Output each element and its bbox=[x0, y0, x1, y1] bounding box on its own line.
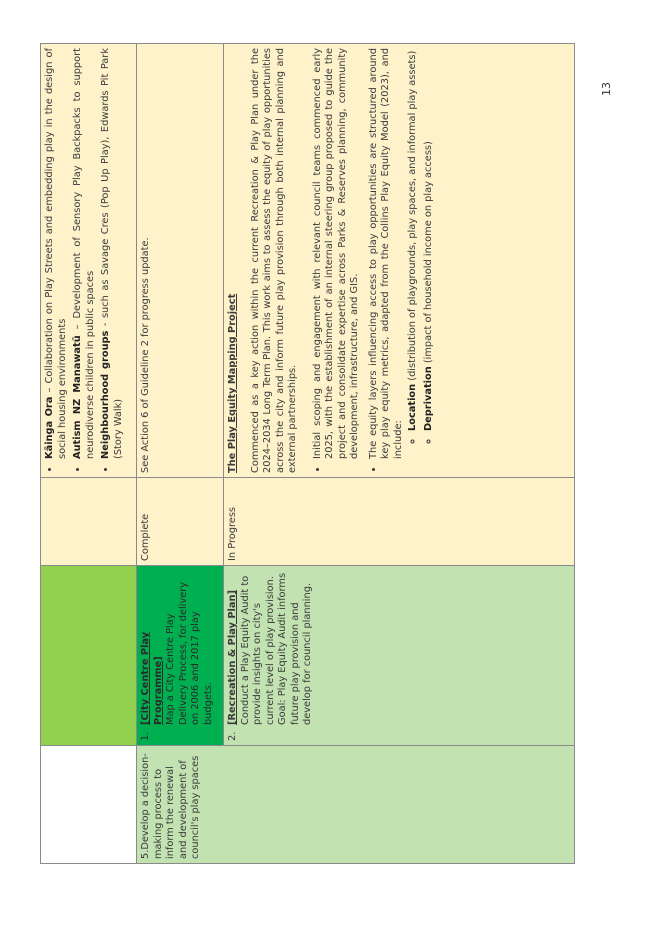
objective-text: 5.Develop a decision-making process to inform the renewal and development of council's play spaces bbox=[140, 753, 202, 859]
action-title: [Recreation & Play Plan] bbox=[227, 590, 238, 725]
table-row bbox=[224, 44, 575, 864]
list-item: • Kāinga Ora – Collaboration on Play Streets and embedding play in the design of social housing environments bbox=[44, 48, 69, 459]
table-row bbox=[41, 44, 137, 864]
objective-cell bbox=[137, 746, 575, 864]
action-cell-1 bbox=[137, 566, 224, 746]
progress-text: See Action 6 of Guideline 2 for progress update. bbox=[140, 237, 151, 473]
progress-cell-1 bbox=[137, 44, 224, 478]
list-item: • Neighbourhood groups - such as Savage Cres (Pop Up Play), Edwards Pit Park (Story Walk) bbox=[100, 48, 125, 459]
equity-metric-list bbox=[407, 48, 435, 459]
table-row bbox=[137, 44, 224, 864]
action-title: [City Centre Play Programme] bbox=[140, 631, 164, 725]
status-cell-2 bbox=[224, 478, 575, 566]
action-text: Map a City Centre Play Delivery Process, for delivery on 2006 and 2017 play budgets. bbox=[165, 581, 214, 725]
list-item: • The equity layers influencing access to play opportunities are structured around key play equity metrics, adapted from the Collins Play Equity Model (2023), and include: ◦ Location (distribution of playgrounds, play spaces, and informal play assets) ◦ Deprivation (impact of household income on play access) bbox=[368, 48, 436, 459]
status-cell-1 bbox=[137, 478, 224, 566]
partner-list bbox=[44, 48, 125, 473]
progress-cell-partners bbox=[41, 44, 137, 478]
action-cell-empty bbox=[41, 566, 137, 746]
progress-list bbox=[312, 48, 436, 473]
page-number: 13 bbox=[600, 82, 613, 96]
progress-cell-2 bbox=[224, 44, 575, 478]
list-item: • Initial scoping and engagement with relevant council teams commenced early 2025, with the establishment of an internal steering group proposed to guide the project and consolidate expertise across Parks & Reserves planning, community development, infrastructure, and GIS. bbox=[312, 48, 362, 459]
list-item: ◦ Location (distribution of playgrounds, play spaces, and informal play assets) bbox=[407, 48, 420, 431]
progress-table bbox=[40, 43, 575, 864]
progress-paragraph: Commenced as a key action within the current Recreation & Play Plan under the 2024–2034 Long Term Plan. This work aims to assess the equity of play opportunities across the city and inform future play provision through both internal planning and external partnerships. bbox=[249, 48, 299, 473]
objective-cell-empty bbox=[41, 746, 137, 864]
list-item: ◦ Deprivation (impact of household income on play access) bbox=[423, 48, 436, 431]
status-cell-empty bbox=[41, 478, 137, 566]
status-text: In Progress bbox=[227, 506, 238, 561]
status-text: Complete bbox=[140, 513, 151, 561]
list-item: • Autism NZ Manawatū – Development of Sensory Play Backpacks to support neurodiverse children in public spaces bbox=[72, 48, 97, 459]
action-number: 1. bbox=[140, 731, 151, 741]
action-number: 2. bbox=[227, 731, 238, 741]
action-text: Conduct a Play Equity Audit to provide insights on city's current level of play provision. Goal: Play Equity Audit informs future play provision and develop for council planning. bbox=[239, 572, 314, 725]
progress-heading: The Play Equity Mapping Project bbox=[227, 293, 238, 473]
action-cell-2 bbox=[224, 566, 575, 746]
